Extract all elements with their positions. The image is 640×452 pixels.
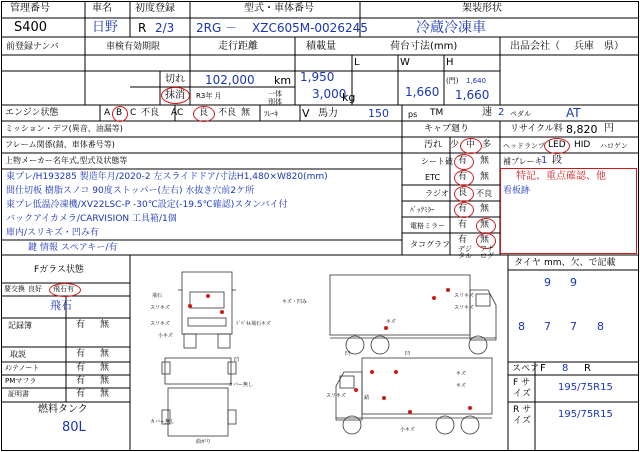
tire-rear-4: 8 bbox=[597, 320, 604, 333]
back-mirror-no: 無 bbox=[480, 204, 490, 214]
diagram-note-11: カバー無し bbox=[228, 382, 254, 388]
etc-yes: 有 bbox=[458, 172, 468, 182]
diagram-note-7: スリキズ bbox=[454, 293, 474, 299]
headlamp-led: LED bbox=[548, 140, 566, 150]
truck-side-left-view bbox=[336, 358, 492, 434]
glass-value: 飛石 bbox=[50, 299, 72, 312]
engine-grade-a: A bbox=[104, 108, 111, 118]
frame-label: フレーム関係(錆、車体番号等) bbox=[5, 140, 115, 149]
aux-brake-value: 1 bbox=[541, 155, 548, 166]
truck-side-right-view bbox=[330, 275, 496, 354]
dim-h: 1,660 bbox=[455, 88, 490, 102]
engine-bad: 不良 bbox=[141, 108, 160, 118]
dim-h-inner: 1,640 bbox=[466, 77, 487, 85]
etc-label: ETC bbox=[425, 173, 441, 182]
body-shape: 冷蔵冷凍車 bbox=[416, 20, 486, 36]
diagram-note-18: キズ bbox=[456, 383, 466, 389]
payload-unit: kg bbox=[342, 91, 356, 104]
diagram-note-1: 飛石 bbox=[152, 293, 163, 299]
ac-good: 良 bbox=[199, 108, 209, 118]
ac-bad: 不良 bbox=[218, 108, 237, 118]
back-mirror-label: ﾊﾞｯｸﾐﾗｰ bbox=[410, 206, 435, 214]
electric-mirror-no: 無 bbox=[480, 220, 490, 230]
body-sep-label: 一体 別体 bbox=[268, 90, 282, 106]
brake-value: V bbox=[302, 107, 310, 120]
tire-front-right: 9 bbox=[570, 276, 577, 289]
manual-no: 無 bbox=[100, 349, 110, 359]
electric-mirror-label: 電格ミラー bbox=[410, 222, 445, 230]
glass-chip: 飛石有 bbox=[53, 285, 74, 293]
pm-no: 無 bbox=[100, 376, 110, 386]
recycle-fee: 8,820 bbox=[566, 123, 598, 136]
fuel-label: 燃料タンク bbox=[38, 404, 88, 415]
inspection-label: 車検有効期限 bbox=[106, 42, 161, 52]
tm-label: TM bbox=[430, 108, 444, 118]
recycle-label: リサイクル料 bbox=[510, 124, 563, 134]
r-size-label: R サイズ bbox=[513, 405, 532, 426]
dirt-opt-mid: 中 bbox=[466, 140, 476, 150]
mileage: 102,000 bbox=[205, 73, 255, 87]
glass-status-label: 要交換 bbox=[4, 285, 25, 293]
mgmt-no-label: 管理番号 bbox=[10, 3, 50, 14]
diagram-note-8: スリキズ bbox=[454, 305, 474, 311]
pm-label: PMマフラ bbox=[5, 377, 37, 385]
cert-label: 証明書 bbox=[8, 390, 29, 398]
dirt-label: 汚れ bbox=[424, 140, 443, 150]
first-reg-date: 2/3 bbox=[155, 21, 175, 35]
f-size: 195/75R15 bbox=[558, 382, 613, 393]
seat-yes: 有 bbox=[458, 156, 468, 166]
radio-label: ラジオ bbox=[425, 189, 449, 198]
tacho-label: タコグラフ bbox=[410, 240, 450, 249]
engine-label: エンジン状態 bbox=[5, 108, 59, 118]
equipment-line-3: 東プレ低温冷凍機/XV22LSC-P -30℃設定(-19.5℃確認)スタンバイ付 bbox=[6, 200, 288, 210]
ac-none: 無 bbox=[241, 108, 251, 118]
chassis-no: XZC605M-0026245 bbox=[252, 21, 368, 35]
tire-rear-1: 8 bbox=[518, 320, 525, 333]
exhibitor-pref: 兵庫 bbox=[574, 41, 594, 52]
headlamp-hid: HID bbox=[574, 140, 591, 150]
etc-no: 無 bbox=[480, 172, 490, 182]
maintenance-label: ﾒﾝテノート bbox=[5, 364, 40, 372]
aux-brake-label: 補ブレーキ bbox=[503, 157, 543, 166]
first-reg-era: R bbox=[138, 21, 147, 35]
mgmt-no: S400 bbox=[14, 20, 48, 35]
manual-yes: 有 bbox=[76, 349, 86, 359]
tire-front-left: 9 bbox=[544, 276, 551, 289]
speed: 2 bbox=[498, 107, 505, 118]
note-1: 看板跡 bbox=[503, 186, 531, 196]
spare-r-label: R bbox=[584, 363, 591, 374]
record-no: 無 bbox=[100, 320, 110, 330]
diagram-note-17: キズ bbox=[456, 371, 466, 377]
diagram-note-9: キズ bbox=[386, 319, 396, 325]
engine-grade-c: C bbox=[130, 108, 137, 118]
seat-no: 無 bbox=[480, 156, 490, 166]
prev-plate-label: 前登録ナンバ bbox=[6, 42, 59, 52]
dim-w-label: W bbox=[400, 57, 410, 68]
diagram-note-4: ﾄﾞﾊﾟﾈﾙ飛石キズ bbox=[236, 321, 271, 327]
aux-brake-unit: 段 bbox=[552, 155, 562, 166]
diagram-note-2: スリキズ bbox=[150, 305, 170, 311]
dimensions-label: 荷台寸法(mm) bbox=[390, 41, 458, 52]
body-shape-label: 架装形状 bbox=[462, 3, 502, 14]
tire-rear-3: 7 bbox=[570, 320, 577, 333]
diagram-note-10: 凹 bbox=[234, 357, 240, 363]
glass-good: 良好 bbox=[28, 285, 42, 293]
headlamp-label: ヘッドランプ bbox=[503, 142, 545, 150]
dim-h-label: H bbox=[446, 57, 454, 68]
payload-1: 1,950 bbox=[300, 70, 335, 84]
diagram-note-3: スリキズ bbox=[150, 321, 170, 327]
ac-label: AC bbox=[171, 108, 184, 118]
mileage-label: 走行距離 bbox=[218, 41, 258, 52]
dirt-opt-high: 多 bbox=[482, 140, 492, 150]
tire-rear-2: 7 bbox=[544, 320, 551, 333]
electric-mirror-yes: 有 bbox=[458, 220, 468, 230]
dirt-opt-low: 少 bbox=[450, 140, 460, 150]
equipment-line-2: 間仕切板 樹脂スノコ 90度ストッパー(左右) 水抜き穴前2ケ所 bbox=[6, 186, 255, 196]
expired-label: 切れ bbox=[165, 74, 185, 85]
record-yes: 有 bbox=[76, 320, 86, 330]
mission-label: ミッション・デフ(異音、油漏等) bbox=[5, 124, 123, 133]
maintenance-yes: 有 bbox=[76, 363, 86, 373]
brake-label: ﾌﾚｰｷ bbox=[264, 110, 278, 118]
back-mirror-yes: 有 bbox=[458, 204, 468, 214]
model-prefix: 2RG － bbox=[196, 21, 238, 35]
tacho-yes: 有 bbox=[458, 235, 468, 245]
diagram-note-5: 小キズ bbox=[158, 333, 173, 339]
tacho-opt-analog: アナ ログ bbox=[480, 245, 494, 260]
payload-2: 3,000 bbox=[312, 87, 347, 101]
maintenance-no: 無 bbox=[100, 363, 110, 373]
truck-front-view bbox=[178, 272, 236, 348]
maker: 日野 bbox=[92, 20, 119, 35]
payload-label: 積載量 bbox=[306, 41, 336, 52]
headlamp-halogen: ハロゲン bbox=[600, 142, 628, 150]
spare-f: 8 bbox=[562, 363, 569, 374]
r-size: 195/75R15 bbox=[558, 409, 613, 420]
tires-title: タイヤ bbox=[514, 258, 541, 268]
f-size-label: F サイズ bbox=[513, 378, 531, 399]
pm-yes: 有 bbox=[76, 376, 86, 386]
equipment-line-5: 庫内/スリキズ・凹み有 bbox=[6, 228, 99, 238]
transmission: AT bbox=[566, 106, 581, 120]
manual-label: 取説 bbox=[10, 350, 26, 359]
engine-grade-b: B bbox=[116, 108, 123, 118]
deleted-date: R3年 月 bbox=[196, 92, 222, 100]
first-reg-label: 初度登録 bbox=[135, 3, 175, 14]
seat-label: シート破 bbox=[421, 157, 453, 166]
tacho-opt-digital: デジ タル bbox=[458, 245, 472, 260]
notes-title: 特記、重点確認、他 bbox=[516, 171, 606, 182]
maker-label: 車名 bbox=[92, 3, 112, 14]
dim-l-label: L bbox=[354, 57, 360, 68]
diagram-note-16: スリキズ bbox=[326, 393, 346, 399]
diagram-note-14: 凹 bbox=[405, 351, 411, 357]
diagram-note-20: 曲がり bbox=[196, 439, 212, 445]
hp: 150 bbox=[368, 107, 389, 120]
spare-label: スペア bbox=[512, 364, 540, 374]
exhibitor-label: 出品会社（ bbox=[510, 41, 560, 52]
radio-good: 良 bbox=[458, 188, 468, 198]
glass-title: Fガラス状態 bbox=[34, 265, 84, 275]
speed-label: 速 bbox=[482, 107, 492, 118]
recycle-unit: 円 bbox=[604, 123, 614, 134]
dim-w: 1,660 bbox=[405, 85, 440, 99]
cab-tilt-label: キャブ廻り bbox=[424, 124, 470, 134]
tires-unit: mm、欠、で記載 bbox=[544, 258, 616, 268]
dim-h-inner-label: (門) bbox=[446, 77, 459, 85]
diagram-note-12: カバー無し bbox=[150, 419, 176, 425]
cert-no: 無 bbox=[100, 389, 110, 399]
hp-unit: ps bbox=[408, 110, 418, 119]
equipment-line-1: 東プレ/H193285 製造年月/2020-2 左スライドドア/寸法H1,480×W820(mm) bbox=[6, 172, 328, 182]
diagram-note-13: 凹 bbox=[345, 351, 351, 357]
diagram-note-19: 小キズ bbox=[400, 427, 415, 433]
exhibitor-suffix: 県） bbox=[604, 41, 624, 52]
diagram-note-15: 錆 bbox=[364, 395, 370, 401]
mileage-unit: km bbox=[274, 74, 292, 87]
cert-yes: 有 bbox=[76, 389, 86, 399]
equipment-line-4: バックアイカメラ/CARVISION 工具箱/1個 bbox=[6, 214, 177, 224]
radio-bad: 不良 bbox=[476, 189, 492, 198]
fuel-value: 80L bbox=[62, 420, 86, 435]
tacho-no: 無 bbox=[480, 235, 490, 245]
record-label: 記録簿 bbox=[8, 321, 32, 330]
deleted-label: 抹消 bbox=[165, 90, 185, 101]
model-label: 型式・車体番号 bbox=[244, 3, 314, 14]
hp-label: 馬力 bbox=[318, 108, 338, 119]
diagram-note-6: キズ・凹み bbox=[282, 299, 307, 305]
keys-line: 鍵 情報 スペアキー/有 bbox=[28, 243, 118, 253]
pedal-label: ペダル bbox=[510, 110, 531, 118]
spare-f-label: F bbox=[540, 363, 546, 374]
equipment-label: 上物メーカー名年式,型式及状態等 bbox=[5, 156, 128, 165]
